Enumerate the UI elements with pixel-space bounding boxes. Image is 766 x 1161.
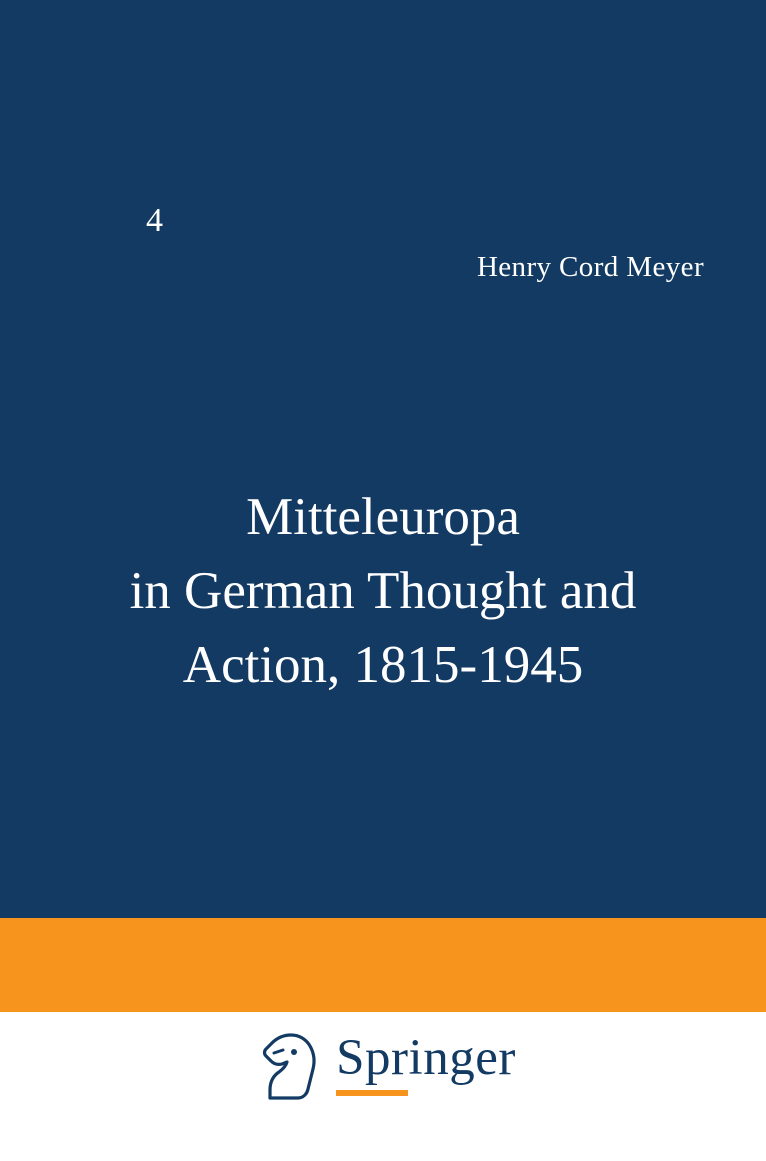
series-number: 4 xyxy=(146,202,164,239)
springer-knight-chess-horse-icon xyxy=(250,1032,322,1100)
publisher-underline xyxy=(336,1090,408,1096)
publisher-logo xyxy=(0,1030,766,1098)
publisher-name: Springer xyxy=(336,1029,516,1086)
publisher-text-block xyxy=(336,1029,516,1096)
cover-orange-band xyxy=(0,918,766,1012)
title-line-3: Action, 1815-1945 xyxy=(182,636,584,695)
title-line-2: in German Thought and xyxy=(129,562,637,621)
author-name: Henry Cord Meyer xyxy=(476,251,704,283)
book-title xyxy=(0,480,766,703)
title-line-1: Mitteleuropa xyxy=(246,488,520,546)
